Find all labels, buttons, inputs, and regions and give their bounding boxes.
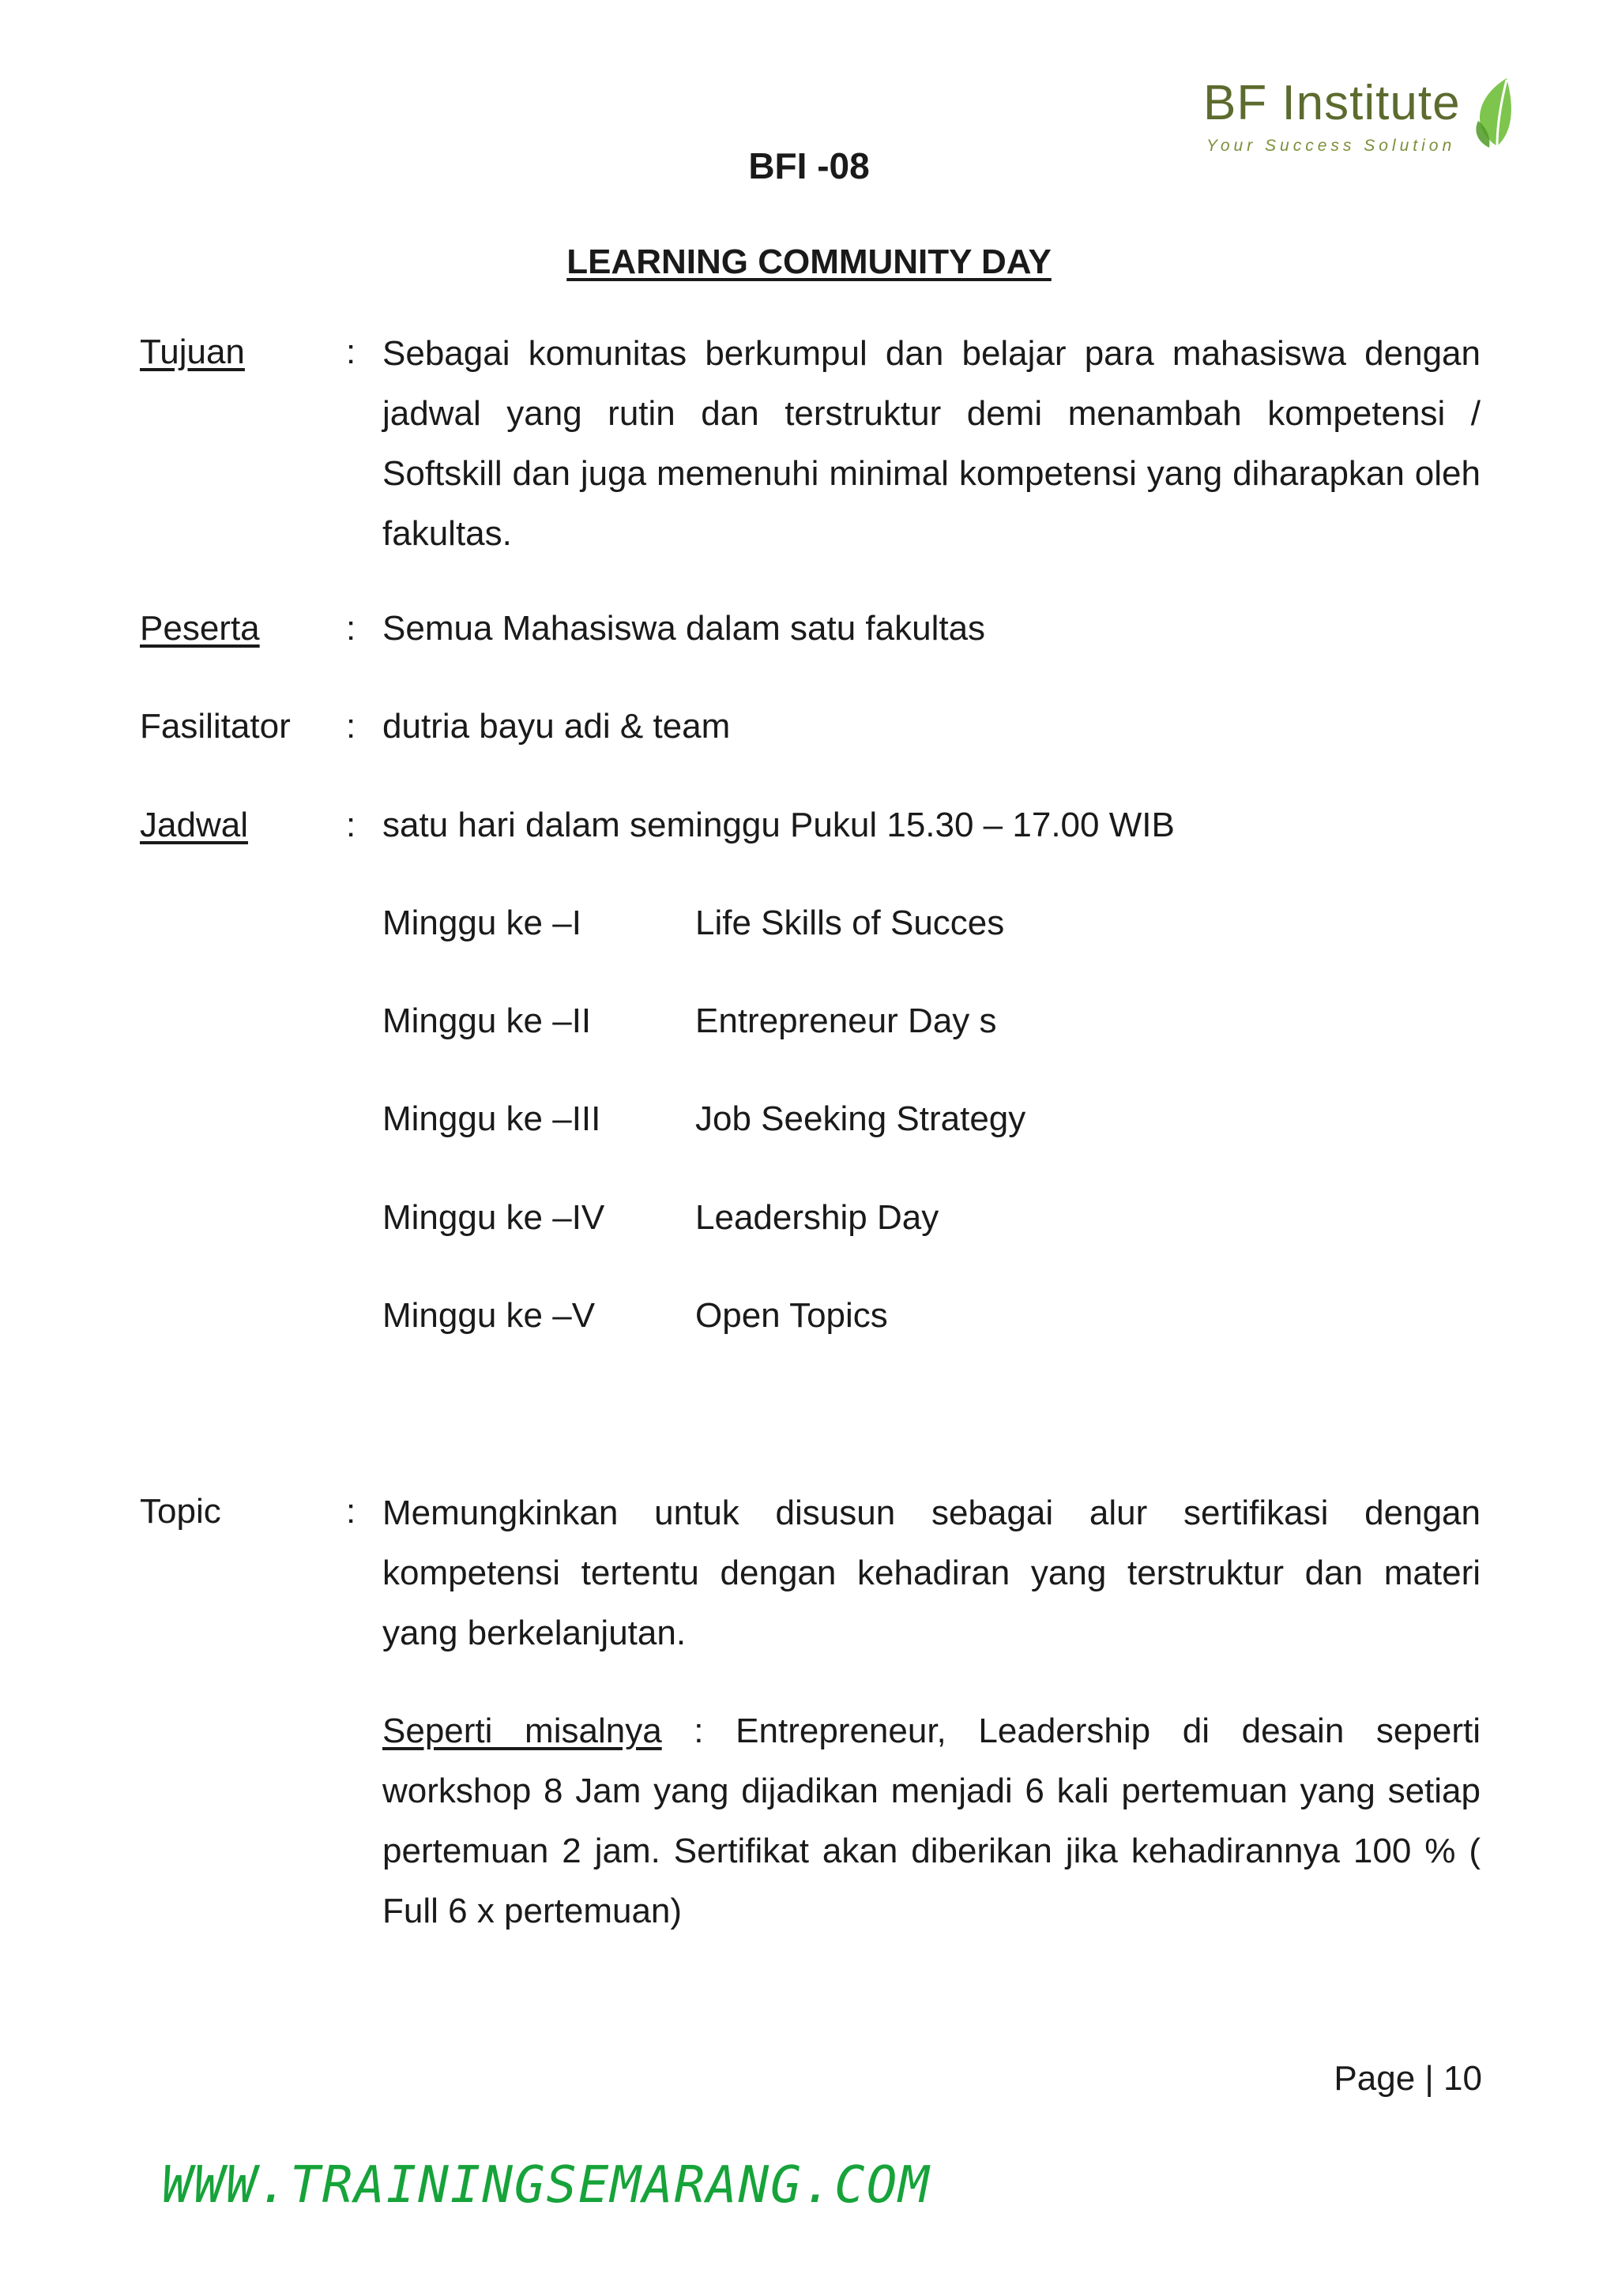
label-fasilitator: Fasilitator — [140, 707, 291, 746]
week-topic: Leadership Day — [695, 1198, 939, 1237]
week-label: Minggu ke –II — [382, 1001, 592, 1040]
jadwal-text: satu hari dalam seminggu Pukul 15.30 – 17.00 WIB — [382, 806, 1175, 844]
topic-example — [382, 1701, 1481, 1941]
week-topic: Entrepreneur Day s — [695, 1001, 997, 1040]
logo-name: BF Institute — [1203, 76, 1461, 130]
fasilitator-text: dutria bayu adi & team — [382, 707, 731, 746]
colon-peserta: : — [346, 609, 356, 648]
week-topic: Job Seeking Strategy — [695, 1099, 1026, 1138]
footer-url[interactable]: WWW.TRAININGSEMARANG.COM — [162, 2156, 931, 2215]
example-text: : Entrepreneur, Leadership di desain seperti workshop 8 Jam yang dijadikan menjadi 6 kali pertemuan yang setiap pertemuan 2 jam. Sertifikat akan diberikan jika kehadirannya 100 % ( Full 6 x pertemuan) — [382, 1712, 1481, 1930]
page-number: Page | 10 — [1334, 2059, 1482, 2098]
document-code: BFI -08 — [748, 145, 870, 186]
tujuan-text: Sebagai komunitas berkumpul dan belajar para mahasiswa dengan jadwal yang rutin dan terstruktur demi menambah kompetensi / Softskill dan juga memenuhi minimal kompetensi yang diharapkan oleh fakultas. — [382, 334, 1481, 553]
label-topic: Topic — [140, 1492, 221, 1531]
peserta-text: Semua Mahasiswa dalam satu fakultas — [382, 609, 986, 648]
label-jadwal: Jadwal — [140, 806, 248, 844]
logo-tagline: Your Success Solution — [1206, 137, 1456, 155]
colon-tujuan: : — [346, 333, 356, 371]
leaf-icon — [1466, 75, 1521, 151]
label-peserta: Peserta — [140, 609, 260, 648]
colon-fasilitator: : — [346, 707, 356, 746]
colon-topic: : — [346, 1492, 356, 1531]
week-label: Minggu ke –I — [382, 904, 581, 942]
week-label: Minggu ke –IV — [382, 1198, 605, 1237]
week-label: Minggu ke –III — [382, 1099, 601, 1138]
week-topic: Life Skills of Succes — [695, 904, 1005, 942]
example-label: Seperti misalnya — [382, 1712, 662, 1750]
week-label: Minggu ke –V — [382, 1296, 596, 1335]
document-title: LEARNING COMMUNITY DAY — [566, 242, 1052, 281]
topic-text: Memungkinkan untuk disusun sebagai alur sertifikasi dengan kompetensi tertentu dengan kehadiran yang terstruktur dan materi yang berkelanjutan. — [382, 1494, 1481, 1652]
week-topic: Open Topics — [695, 1296, 888, 1335]
colon-jadwal: : — [346, 806, 356, 844]
label-tujuan: Tujuan — [140, 333, 245, 371]
